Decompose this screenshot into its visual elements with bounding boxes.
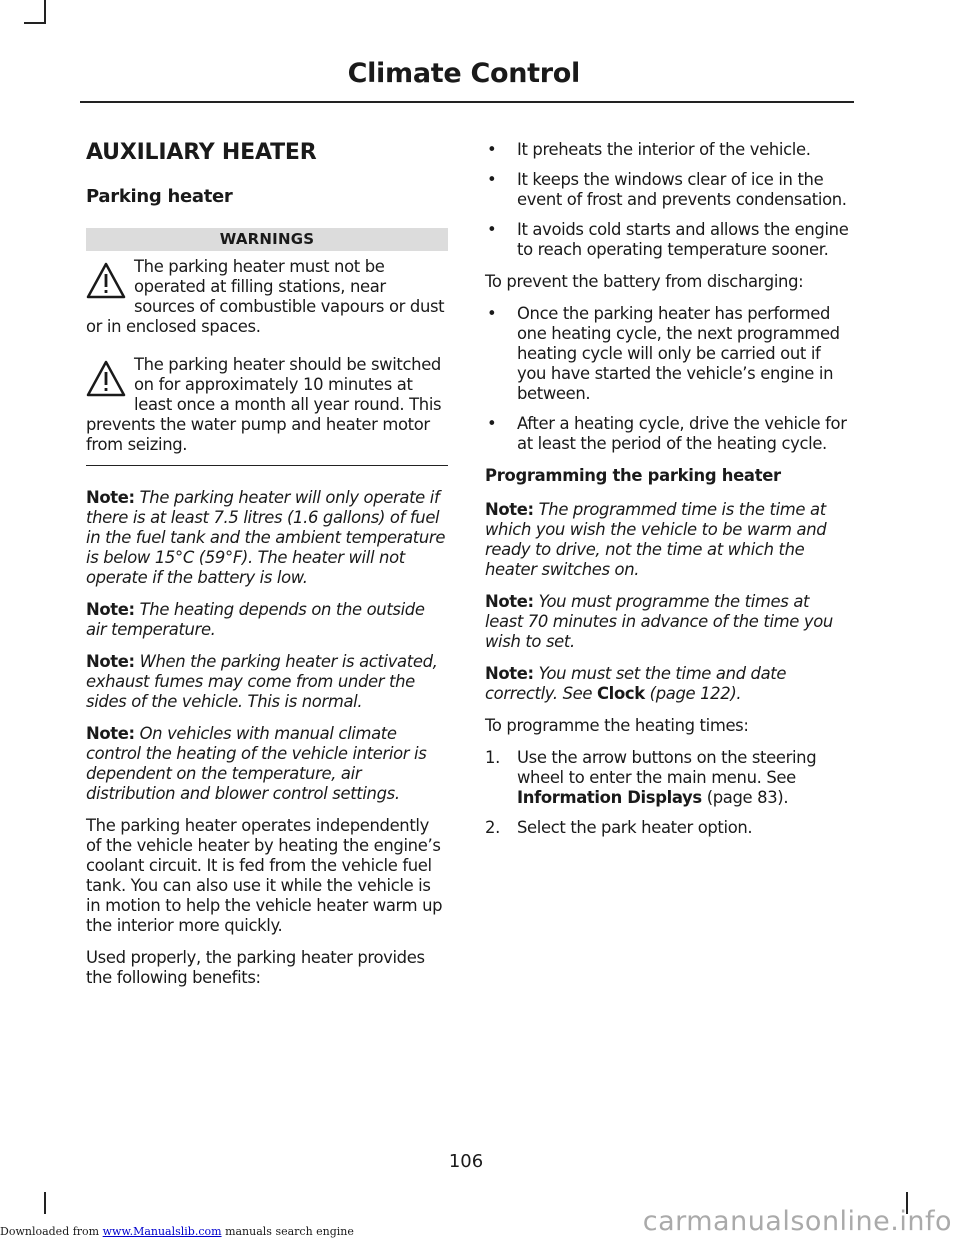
crop-mark-bl-v [44, 1192, 46, 1214]
heading-auxiliary-heater: AUXILIARY HEATER [86, 140, 317, 165]
list-item: 2. Select the park heater option. [485, 818, 753, 837]
list-item: • It avoids cold starts and allows the engine to reach operating temperature sooner. [487, 220, 849, 259]
warning-2-text: The parking heater should be switched on for approximately 10 minutes at least once a month all year round. This prevents the water pump and heater motor from seizing. [86, 355, 442, 454]
note-label: Note: [86, 652, 135, 671]
warnings-end-rule [86, 465, 448, 466]
benefits-list [485, 140, 850, 260]
note-6 [485, 592, 850, 652]
note-text: On vehicles with manual climate control the heating of the vehicle interior is dependent on the temperature, air distribution and blower control settings. [86, 724, 427, 803]
steps-intro: To programme the heating times: [485, 716, 749, 735]
list-item: • It keeps the windows clear of ice in the event of frost and prevents condensation. [487, 170, 847, 209]
note-text: You must set the time and date correctly. See [485, 664, 787, 703]
note-text: The parking heater will only operate if there is at least 7.5 litres (1.6 gallons) of fuel in the fuel tank and the ambient temperature is below 15°C (59°F). The heater will not operate if the battery is low. [86, 488, 446, 587]
warning-2 [86, 355, 448, 455]
warning-triangle-icon [86, 359, 126, 399]
note-2 [86, 600, 448, 640]
paragraph-benefits-intro: Used properly, the parking heater provides the following benefits: [86, 948, 425, 987]
section-title: Climate Control [347, 58, 580, 89]
watermark: carmanualsonline.info [642, 1206, 952, 1237]
note-label: Note: [86, 724, 135, 743]
crop-mark-tl-v [44, 0, 46, 24]
link-clock[interactable]: Clock [597, 684, 645, 703]
warnings-label: WARNINGS [86, 228, 448, 251]
note-3 [86, 652, 448, 712]
left-column [86, 140, 448, 1000]
note-text: The heating depends on the outside air temperature. [86, 600, 425, 639]
paragraph-operation: The parking heater operates independently of the vehicle heater by heating the engine’s coolant circuit. It is fed from the vehicle fuel tank. You can also use it while the vehicle is in motion to help the vehicle heater warm up the interior more quickly. [86, 816, 443, 935]
steps-list [485, 748, 850, 838]
note-label: Note: [485, 500, 534, 519]
heading-programming: Programming the parking heater [485, 466, 781, 485]
note-text: You must programme the times at least 70 minutes in advance of the time you wish to set. [485, 592, 833, 651]
list-item: • Once the parking heater has performed one heating cycle, the next programmed heating cycle will only be carried out if you have started the vehicle’s engine in between. [487, 304, 840, 403]
note-5 [485, 500, 850, 580]
right-column [485, 140, 850, 848]
warning-triangle-icon [86, 261, 126, 301]
note-label: Note: [86, 600, 135, 619]
list-item: 1. Use the arrow buttons on the steering wheel to enter the main menu. See Information Displays (page 83). [485, 748, 817, 807]
warning-1 [86, 257, 448, 337]
note-label: Note: [485, 592, 534, 611]
note-4 [86, 724, 448, 804]
footer-link[interactable]: www.Manualslib.com [102, 1225, 222, 1238]
note-text: The programmed time is the time at which you wish the vehicle to be warm and ready to drive, not the time at which the heater switches on. [485, 500, 827, 579]
note-label: Note: [86, 488, 135, 507]
header-rule [80, 101, 854, 103]
note-text: When the parking heater is activated, exhaust fumes may come from under the sides of the vehicle. This is normal. [86, 652, 438, 711]
page-ref: (page 122). [649, 684, 742, 703]
crop-mark-tl-h [24, 22, 46, 24]
link-information-displays[interactable]: Information Displays [517, 788, 702, 807]
battery-list [485, 304, 850, 454]
note-label: Note: [485, 664, 534, 683]
warning-1-text: The parking heater must not be operated at filling stations, near sources of combustible vapours or dust or in enclosed spaces. [86, 257, 445, 336]
list-item: • After a heating cycle, drive the vehicle for at least the period of the heating cycle. [487, 414, 847, 453]
heading-parking-heater: Parking heater [86, 186, 233, 207]
battery-intro: To prevent the battery from discharging: [485, 272, 804, 291]
list-item: • It preheats the interior of the vehicle. [487, 140, 811, 159]
note-7 [485, 664, 850, 704]
page-number: 106 [448, 1151, 484, 1172]
footer: Downloaded from www.Manualslib.com manuals search engine [0, 1225, 354, 1238]
note-1 [86, 488, 448, 588]
